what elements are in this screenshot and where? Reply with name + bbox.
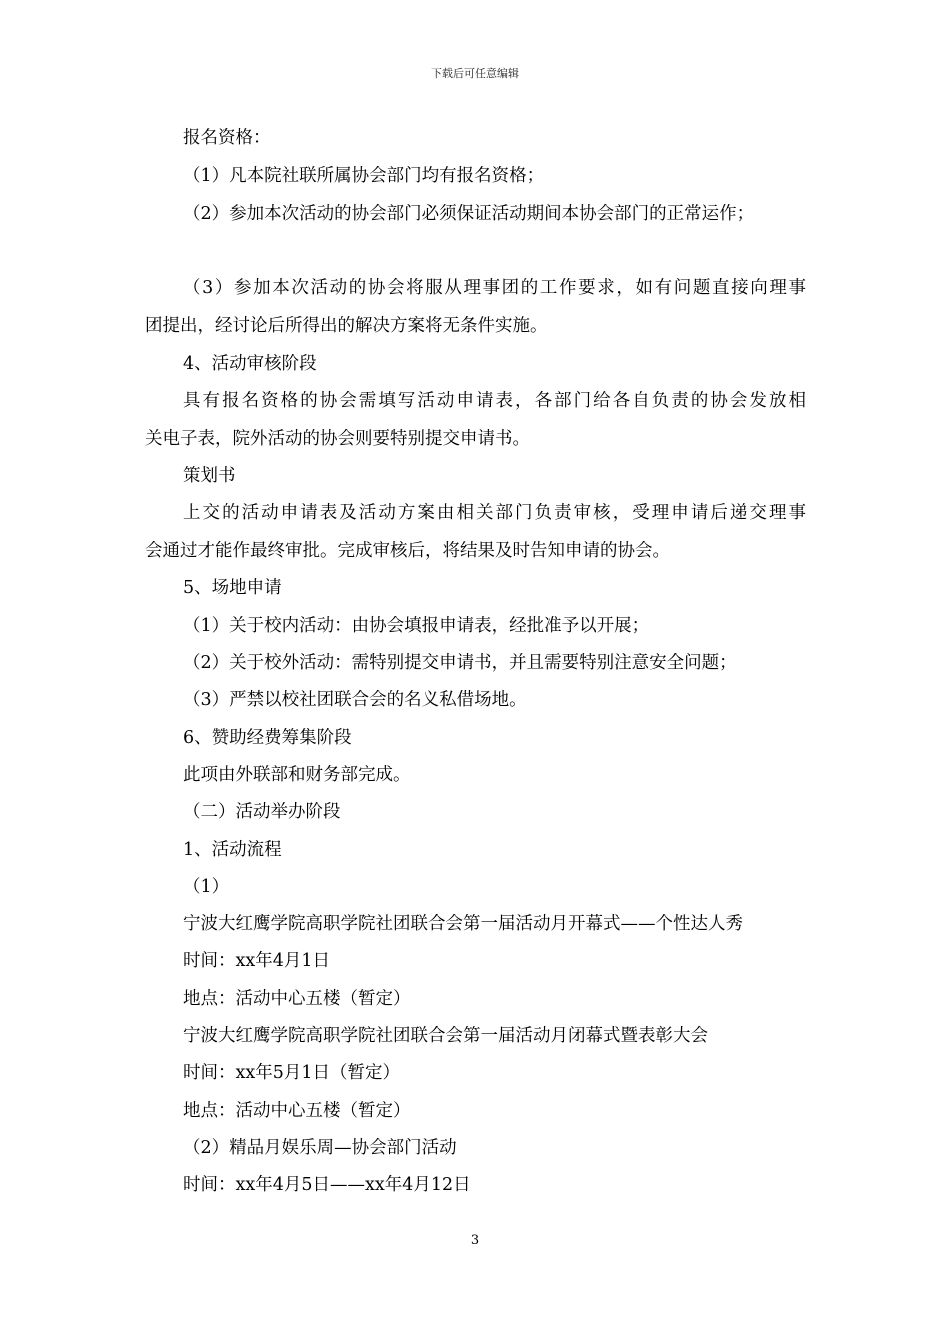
text-line: 具有报名资格的协会需填写活动申请表，各部门给各自负责的协会发放相 [183,391,806,411]
text-line: 6、赞助经费筹集阶段 [183,728,352,748]
text-line: 关电子表，院外活动的协会则要特别提交申请书。 [145,429,530,449]
text-line: 宁波大红鹰学院高职学院社团联合会第一届活动月开幕式——个性达人秀 [183,914,743,934]
text-line: 报名资格： [183,128,271,148]
text-line: （3）参加本次活动的协会将服从理事团的工作要求，如有问题直接向理事 [183,278,806,298]
text-line: （2）精品月娱乐周—协会部门活动 [183,1138,457,1158]
text-line: 时间：xx年4月1日 [183,951,331,971]
text-line: 时间：xx年5月1日（暂定） [183,1063,401,1083]
text-line: 时间：xx年4月5日——xx年4月12日 [183,1175,471,1195]
text-line: （1）关于校内活动：由协会填报申请表，经批准予以开展； [183,616,650,636]
text-line: 地点：活动中心五楼（暂定） [183,1101,411,1121]
text-line: 地点：活动中心五楼（暂定） [183,989,411,1009]
text-line: （1）凡本院社联所属协会部门均有报名资格； [183,166,545,186]
text-line: （2）参加本次活动的协会部门必须保证活动期间本协会部门的正常运作； [183,204,755,224]
page-header: 下载后可任意编辑 [431,67,519,80]
text-line: 1、活动流程 [183,840,282,860]
text-line: 会通过才能作最终审批。完成审核后，将结果及时告知申请的协会。 [145,541,670,561]
text-line: 宁波大红鹰学院高职学院社团联合会第一届活动月闭幕式暨表彰大会 [183,1026,708,1046]
text-line: 此项由外联部和财务部完成。 [183,765,411,785]
text-line: （2）关于校外活动：需特别提交申请书，并且需要特别注意安全问题； [183,653,737,673]
text-line: （二）活动举办阶段 [183,802,341,822]
text-line: 4、活动审核阶段 [183,354,317,374]
text-line: （1） [183,877,230,897]
text-line: （3）严禁以校社团联合会的名义私借场地。 [183,690,527,710]
page-number: 3 [470,1233,480,1248]
text-line: 团提出，经讨论后所得出的解决方案将无条件实施。 [145,316,548,336]
text-line: 5、场地申请 [183,578,282,598]
text-line: 上交的活动申请表及活动方案由相关部门负责审核，受理申请后递交理事 [183,503,806,523]
text-line: 策划书 [183,466,236,486]
